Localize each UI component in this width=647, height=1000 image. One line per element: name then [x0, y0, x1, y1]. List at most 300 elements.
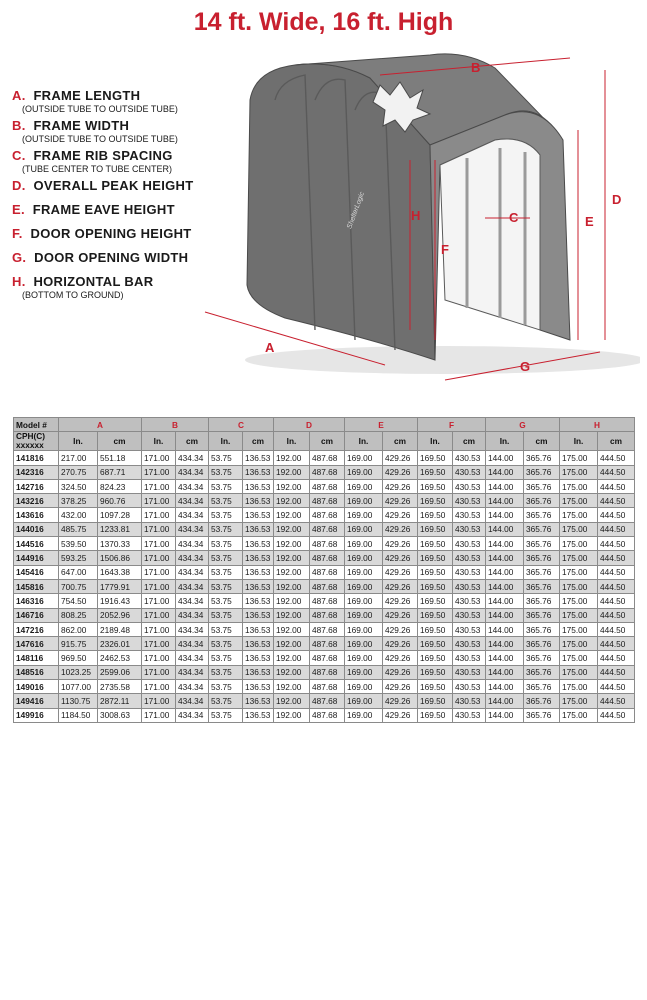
table-cell: 430.53 — [453, 479, 486, 493]
table-cell: 175.00 — [560, 694, 598, 708]
table-cell: 429.26 — [383, 651, 418, 665]
table-cell: 430.53 — [453, 565, 486, 579]
table-cell: 429.26 — [383, 622, 418, 636]
table-row — [14, 565, 635, 579]
table-cell: 365.76 — [524, 537, 560, 551]
table-cell: 444.50 — [598, 694, 635, 708]
table-cell: 171.00 — [142, 637, 176, 651]
column-group-g: G — [486, 418, 560, 432]
table-cell: 144.00 — [486, 680, 524, 694]
table-row — [14, 479, 635, 493]
table-cell: 175.00 — [560, 637, 598, 651]
table-row — [14, 579, 635, 593]
table-cell: 434.34 — [176, 665, 209, 679]
legend-letter: G. — [12, 250, 27, 265]
table-cell: 192.00 — [274, 522, 310, 536]
table-cell: 144.00 — [486, 465, 524, 479]
table-cell: 53.75 — [209, 494, 243, 508]
table-cell: 169.50 — [418, 465, 453, 479]
table-cell: 136.53 — [243, 522, 274, 536]
table-cell: 53.75 — [209, 451, 243, 465]
table-cell: 136.53 — [243, 579, 274, 593]
table-cell: 429.26 — [383, 451, 418, 465]
table-cell: 169.50 — [418, 622, 453, 636]
table-cell: 53.75 — [209, 694, 243, 708]
table-cell: 429.26 — [383, 508, 418, 522]
table-cell: 687.71 — [98, 465, 142, 479]
table-cell: 444.50 — [598, 637, 635, 651]
table-cell: 324.50 — [59, 479, 98, 493]
legend-label: FRAME RIB SPACING — [33, 148, 173, 163]
table-cell: 430.53 — [453, 551, 486, 565]
table-cell: 444.50 — [598, 522, 635, 536]
table-cell: 175.00 — [560, 622, 598, 636]
table-cell: 171.00 — [142, 537, 176, 551]
table-cell: 192.00 — [274, 665, 310, 679]
unit-header: cm — [598, 432, 635, 451]
table-cell: 192.00 — [274, 479, 310, 493]
column-group-e: E — [345, 418, 418, 432]
table-cell: 434.34 — [176, 465, 209, 479]
model-number: 145416 — [14, 565, 59, 579]
table-cell: 53.75 — [209, 637, 243, 651]
table-cell: 700.75 — [59, 579, 98, 593]
table-row — [14, 651, 635, 665]
table-cell: 169.00 — [345, 637, 383, 651]
table-cell: 171.00 — [142, 694, 176, 708]
legend-label: DOOR OPENING HEIGHT — [30, 226, 192, 241]
table-cell: 53.75 — [209, 665, 243, 679]
table-cell: 169.00 — [345, 494, 383, 508]
table-cell: 444.50 — [598, 708, 635, 722]
unit-header: In. — [274, 432, 310, 451]
table-cell: 365.76 — [524, 680, 560, 694]
shed-diagram — [195, 40, 640, 390]
table-cell: 175.00 — [560, 579, 598, 593]
table-cell: 169.00 — [345, 622, 383, 636]
table-cell: 365.76 — [524, 608, 560, 622]
table-cell: 136.53 — [243, 637, 274, 651]
table-cell: 487.68 — [310, 594, 345, 608]
table-cell: 434.34 — [176, 508, 209, 522]
table-cell: 136.53 — [243, 537, 274, 551]
table-cell: 175.00 — [560, 494, 598, 508]
table-cell: 53.75 — [209, 708, 243, 722]
table-cell: 434.34 — [176, 680, 209, 694]
table-cell: 1097.28 — [98, 508, 142, 522]
table-cell: 144.00 — [486, 508, 524, 522]
model-number: 148516 — [14, 665, 59, 679]
table-cell: 429.26 — [383, 694, 418, 708]
table-cell: 430.53 — [453, 622, 486, 636]
table-cell: 169.00 — [345, 594, 383, 608]
model-number: 148116 — [14, 651, 59, 665]
table-cell: 192.00 — [274, 508, 310, 522]
legend-letter: E. — [12, 202, 25, 217]
table-cell: 429.26 — [383, 522, 418, 536]
legend-label: FRAME LENGTH — [33, 88, 141, 103]
model-number: 142316 — [14, 465, 59, 479]
unit-header: In. — [560, 432, 598, 451]
table-cell: 144.00 — [486, 608, 524, 622]
model-number: 149416 — [14, 694, 59, 708]
table-cell: 487.68 — [310, 579, 345, 593]
table-cell: 53.75 — [209, 522, 243, 536]
table-cell: 136.53 — [243, 680, 274, 694]
table-cell: 171.00 — [142, 579, 176, 593]
table-cell: 169.00 — [345, 694, 383, 708]
table-cell: 192.00 — [274, 579, 310, 593]
table-cell: 487.68 — [310, 565, 345, 579]
unit-header: cm — [524, 432, 560, 451]
table-cell: 53.75 — [209, 537, 243, 551]
table-cell: 444.50 — [598, 622, 635, 636]
table-cell: 434.34 — [176, 537, 209, 551]
table-cell: 1023.25 — [59, 665, 98, 679]
legend-letter: B. — [12, 118, 26, 133]
table-cell: 175.00 — [560, 551, 598, 565]
table-cell: 169.50 — [418, 594, 453, 608]
table-cell: 429.26 — [383, 551, 418, 565]
table-cell: 1643.38 — [98, 565, 142, 579]
dim-label-f: F — [441, 242, 449, 257]
table-cell: 365.76 — [524, 579, 560, 593]
table-cell: 434.34 — [176, 594, 209, 608]
table-cell: 434.34 — [176, 551, 209, 565]
table-row — [14, 608, 635, 622]
table-cell: 430.53 — [453, 637, 486, 651]
table-cell: 175.00 — [560, 651, 598, 665]
table-cell: 171.00 — [142, 479, 176, 493]
table-cell: 171.00 — [142, 594, 176, 608]
table-cell: 434.34 — [176, 694, 209, 708]
table-cell: 144.00 — [486, 451, 524, 465]
table-cell: 444.50 — [598, 651, 635, 665]
table-cell: 171.00 — [142, 680, 176, 694]
table-cell: 53.75 — [209, 551, 243, 565]
unit-header: In. — [142, 432, 176, 451]
table-cell: 175.00 — [560, 594, 598, 608]
legend-label: DOOR OPENING WIDTH — [34, 250, 189, 265]
table-cell: 144.00 — [486, 637, 524, 651]
table-cell: 1077.00 — [59, 680, 98, 694]
table-cell: 171.00 — [142, 494, 176, 508]
table-cell: 365.76 — [524, 565, 560, 579]
table-cell: 487.68 — [310, 708, 345, 722]
table-cell: 487.68 — [310, 494, 345, 508]
table-cell: 270.75 — [59, 465, 98, 479]
cph-header: CPH(C) xxxxxx — [14, 432, 59, 451]
table-cell: 144.00 — [486, 665, 524, 679]
table-cell: 429.26 — [383, 637, 418, 651]
table-cell: 365.76 — [524, 637, 560, 651]
table-cell: 171.00 — [142, 522, 176, 536]
group-header-row — [14, 418, 635, 432]
table-cell: 169.50 — [418, 551, 453, 565]
table-cell: 430.53 — [453, 665, 486, 679]
table-cell: 192.00 — [274, 622, 310, 636]
unit-header: In. — [486, 432, 524, 451]
table-cell: 144.00 — [486, 651, 524, 665]
dim-label-e: E — [585, 214, 594, 229]
model-number: 143616 — [14, 508, 59, 522]
table-cell: 444.50 — [598, 565, 635, 579]
table-cell: 434.34 — [176, 708, 209, 722]
table-cell: 365.76 — [524, 494, 560, 508]
table-cell: 365.76 — [524, 451, 560, 465]
table-cell: 487.68 — [310, 680, 345, 694]
table-cell: 136.53 — [243, 594, 274, 608]
table-cell: 444.50 — [598, 594, 635, 608]
table-cell: 647.00 — [59, 565, 98, 579]
table-cell: 169.00 — [345, 465, 383, 479]
table-cell: 144.00 — [486, 522, 524, 536]
column-group-f: F — [418, 418, 486, 432]
table-cell: 169.50 — [418, 508, 453, 522]
table-cell: 487.68 — [310, 608, 345, 622]
table-cell: 192.00 — [274, 494, 310, 508]
table-cell: 175.00 — [560, 465, 598, 479]
table-cell: 136.53 — [243, 608, 274, 622]
table-cell: 169.50 — [418, 479, 453, 493]
table-cell: 487.68 — [310, 622, 345, 636]
table-cell: 136.53 — [243, 494, 274, 508]
table-cell: 2735.58 — [98, 680, 142, 694]
table-cell: 2052.96 — [98, 608, 142, 622]
unit-header-row — [14, 432, 635, 451]
table-cell: 169.00 — [345, 551, 383, 565]
table-cell: 434.34 — [176, 651, 209, 665]
table-cell: 365.76 — [524, 465, 560, 479]
table-cell: 444.50 — [598, 451, 635, 465]
table-cell: 169.00 — [345, 665, 383, 679]
dim-label-c: C — [509, 210, 519, 225]
table-row — [14, 551, 635, 565]
table-cell: 2599.06 — [98, 665, 142, 679]
table-cell: 175.00 — [560, 565, 598, 579]
table-cell: 430.53 — [453, 508, 486, 522]
table-cell: 365.76 — [524, 479, 560, 493]
column-group-c: C — [209, 418, 274, 432]
table-cell: 53.75 — [209, 565, 243, 579]
model-number: 147216 — [14, 622, 59, 636]
brand-logo: ShelterLogic — [346, 190, 367, 230]
table-cell: 487.68 — [310, 508, 345, 522]
model-header: Model # — [14, 418, 59, 432]
table-cell: 144.00 — [486, 694, 524, 708]
table-cell: 430.53 — [453, 680, 486, 694]
unit-header: cm — [383, 432, 418, 451]
table-cell: 53.75 — [209, 680, 243, 694]
table-cell: 487.68 — [310, 665, 345, 679]
table-row — [14, 451, 635, 465]
table-cell: 53.75 — [209, 651, 243, 665]
table-cell: 136.53 — [243, 694, 274, 708]
table-cell: 136.53 — [243, 508, 274, 522]
table-cell: 487.68 — [310, 537, 345, 551]
specifications-table — [13, 417, 635, 723]
unit-header: In. — [345, 432, 383, 451]
table-cell: 144.00 — [486, 579, 524, 593]
table-cell: 169.00 — [345, 608, 383, 622]
table-cell: 434.34 — [176, 479, 209, 493]
legend-letter: A. — [12, 88, 26, 103]
legend-label: HORIZONTAL BAR — [33, 274, 154, 289]
table-cell: 444.50 — [598, 494, 635, 508]
table-cell: 169.50 — [418, 522, 453, 536]
table-cell: 144.00 — [486, 494, 524, 508]
table-cell: 593.25 — [59, 551, 98, 565]
table-cell: 365.76 — [524, 694, 560, 708]
unit-header: In. — [59, 432, 98, 451]
model-number: 144916 — [14, 551, 59, 565]
table-row — [14, 665, 635, 679]
table-cell: 53.75 — [209, 622, 243, 636]
dim-label-a: A — [265, 340, 275, 355]
table-cell: 171.00 — [142, 608, 176, 622]
unit-header: In. — [418, 432, 453, 451]
table-cell: 169.50 — [418, 651, 453, 665]
column-group-a: A — [59, 418, 142, 432]
table-cell: 171.00 — [142, 465, 176, 479]
table-cell: 169.00 — [345, 537, 383, 551]
table-cell: 365.76 — [524, 551, 560, 565]
table-cell: 169.00 — [345, 651, 383, 665]
table-cell: 429.26 — [383, 465, 418, 479]
table-cell: 754.50 — [59, 594, 98, 608]
legend-letter: D. — [12, 178, 26, 193]
table-cell: 434.34 — [176, 608, 209, 622]
model-number: 141816 — [14, 451, 59, 465]
table-cell: 539.50 — [59, 537, 98, 551]
table-cell: 169.50 — [418, 665, 453, 679]
table-cell: 136.53 — [243, 665, 274, 679]
model-number: 143216 — [14, 494, 59, 508]
table-cell: 430.53 — [453, 651, 486, 665]
table-cell: 169.50 — [418, 680, 453, 694]
table-cell: 171.00 — [142, 565, 176, 579]
table-cell: 444.50 — [598, 479, 635, 493]
table-cell: 144.00 — [486, 708, 524, 722]
legend-note: (OUTSIDE TUBE TO OUTSIDE TUBE) — [22, 104, 178, 114]
table-cell: 2326.01 — [98, 637, 142, 651]
table-cell: 444.50 — [598, 665, 635, 679]
table-cell: 1130.75 — [59, 694, 98, 708]
model-number: 144516 — [14, 537, 59, 551]
table-cell: 365.76 — [524, 622, 560, 636]
unit-header: cm — [453, 432, 486, 451]
table-cell: 378.25 — [59, 494, 98, 508]
legend-note: (BOTTOM TO GROUND) — [22, 290, 124, 300]
column-group-b: B — [142, 418, 209, 432]
table-cell: 862.00 — [59, 622, 98, 636]
table-cell: 969.50 — [59, 651, 98, 665]
table-row — [14, 508, 635, 522]
table-cell: 144.00 — [486, 551, 524, 565]
legend-label: OVERALL PEAK HEIGHT — [33, 178, 194, 193]
table-cell: 429.26 — [383, 579, 418, 593]
table-cell: 915.75 — [59, 637, 98, 651]
table-cell: 192.00 — [274, 565, 310, 579]
table-cell: 169.00 — [345, 565, 383, 579]
table-cell: 175.00 — [560, 665, 598, 679]
table-cell: 192.00 — [274, 551, 310, 565]
table-row — [14, 694, 635, 708]
table-cell: 2462.53 — [98, 651, 142, 665]
table-cell: 169.50 — [418, 708, 453, 722]
table-row — [14, 537, 635, 551]
table-cell: 430.53 — [453, 537, 486, 551]
table-cell: 444.50 — [598, 551, 635, 565]
table-cell: 192.00 — [274, 537, 310, 551]
table-cell: 192.00 — [274, 451, 310, 465]
table-cell: 365.76 — [524, 665, 560, 679]
table-cell: 430.53 — [453, 608, 486, 622]
table-cell: 434.34 — [176, 637, 209, 651]
column-group-d: D — [274, 418, 345, 432]
table-cell: 429.26 — [383, 665, 418, 679]
table-cell: 192.00 — [274, 694, 310, 708]
unit-header: cm — [98, 432, 142, 451]
table-cell: 192.00 — [274, 594, 310, 608]
table-cell: 53.75 — [209, 465, 243, 479]
table-row — [14, 465, 635, 479]
table-row — [14, 522, 635, 536]
table-cell: 136.53 — [243, 651, 274, 665]
table-cell: 144.00 — [486, 594, 524, 608]
table-cell: 169.50 — [418, 451, 453, 465]
table-cell: 487.68 — [310, 465, 345, 479]
table-cell: 434.34 — [176, 622, 209, 636]
table-cell: 192.00 — [274, 637, 310, 651]
table-cell: 53.75 — [209, 508, 243, 522]
table-cell: 551.18 — [98, 451, 142, 465]
table-cell: 175.00 — [560, 608, 598, 622]
table-cell: 485.75 — [59, 522, 98, 536]
table-cell: 169.00 — [345, 451, 383, 465]
table-cell: 429.26 — [383, 565, 418, 579]
table-cell: 169.00 — [345, 680, 383, 694]
table-cell: 171.00 — [142, 665, 176, 679]
table-cell: 192.00 — [274, 708, 310, 722]
table-cell: 434.34 — [176, 451, 209, 465]
table-cell: 169.50 — [418, 537, 453, 551]
table-cell: 808.25 — [59, 608, 98, 622]
table-cell: 429.26 — [383, 680, 418, 694]
table-cell: 487.68 — [310, 479, 345, 493]
table-cell: 960.76 — [98, 494, 142, 508]
table-cell: 175.00 — [560, 537, 598, 551]
model-number: 145816 — [14, 579, 59, 593]
table-cell: 169.50 — [418, 565, 453, 579]
table-cell: 487.68 — [310, 637, 345, 651]
table-cell: 434.34 — [176, 494, 209, 508]
table-cell: 429.26 — [383, 594, 418, 608]
table-cell: 430.53 — [453, 708, 486, 722]
dim-label-b: B — [471, 60, 481, 75]
table-cell: 53.75 — [209, 594, 243, 608]
table-cell: 171.00 — [142, 451, 176, 465]
dim-label-g: G — [520, 359, 531, 374]
table-cell: 429.26 — [383, 537, 418, 551]
table-cell: 487.68 — [310, 522, 345, 536]
table-cell: 175.00 — [560, 522, 598, 536]
table-cell: 1916.43 — [98, 594, 142, 608]
table-cell: 169.50 — [418, 694, 453, 708]
table-cell: 136.53 — [243, 622, 274, 636]
table-cell: 175.00 — [560, 479, 598, 493]
table-cell: 487.68 — [310, 451, 345, 465]
